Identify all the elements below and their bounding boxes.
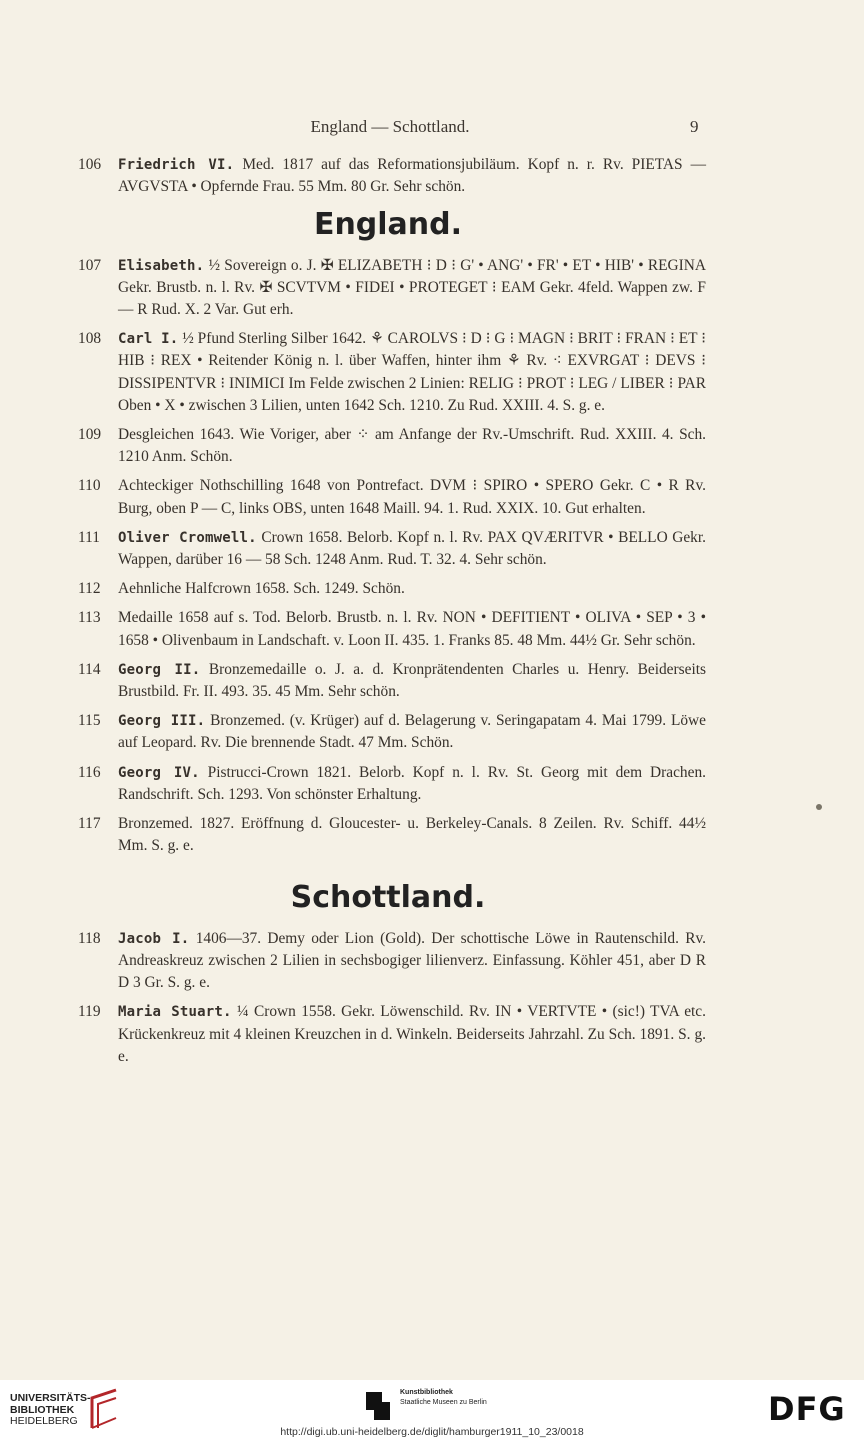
uni-line-2: BIBLIOTHEK	[10, 1403, 75, 1416]
entry-number: 118	[78, 929, 101, 947]
catalog-entry	[70, 813, 706, 857]
section-title-england: England.	[313, 207, 463, 243]
catalog-entry	[70, 762, 706, 806]
entry-number: 116	[78, 763, 101, 781]
entry-ruler-name: Friedrich VI.	[118, 157, 235, 173]
permalink-url[interactable]: http://digi.ub.uni-heidelberg.de/diglit/hamburger1911_10_23/0018	[280, 1426, 584, 1438]
entry-ruler-name: Georg IV.	[118, 764, 200, 781]
kb-line-2: Staatliche Museen zu Berlin	[400, 1399, 487, 1406]
catalog-entry	[70, 607, 706, 651]
entry-description: Crown 1658. Belorb. Kopf n. l. Rv. PAX QVÆRITVR • BELLO Gekr. Wappen, darüber 16 — 58 Sch. 1248 Anm. Rud. T. 32. 4. Sehr schön.	[118, 528, 706, 569]
entry-list-schottland	[70, 928, 706, 1068]
kb-line-1: Kunstbibliothek	[400, 1389, 453, 1396]
entry-description: Aehnliche Halfcrown 1658. Sch. 1249. Schön.	[118, 580, 405, 598]
catalog-entry	[70, 328, 706, 417]
entry-ruler-name: Georg II.	[118, 661, 201, 678]
entry-number: 117	[78, 815, 101, 833]
catalog-entry	[70, 1001, 706, 1068]
entry-number: 113	[78, 609, 101, 627]
entry-number: 119	[78, 1003, 101, 1021]
entry-description: Bronzemed. 1827. Eröffnung d. Gloucester- u. Berkeley-Canals. 8 Zeilen. Rv. Schiff. 44½ Mm. S. g. e.	[118, 815, 706, 855]
section-title-schottland: Schottland.	[290, 880, 486, 916]
catalog-entry	[70, 424, 706, 468]
entry-description: ½ Sovereign o. J. ✠ ELIZABETH ⁝ D ⁝ G' • ANG' • FR' • ET • HIB' • REGINA Gekr. Brustb. n. l. Rv. ✠ SCVTVM • FIDEI • PROTEGET ⁝ EAM Gekr. 4feld. Wappen zw. F — R Rud. X. 2 Var. Gut erh.	[118, 256, 706, 319]
catalog-entry	[70, 578, 706, 600]
paper-speck	[816, 804, 822, 810]
entry-description: ½ Pfund Sterling Silber 1642. ⚘ CAROLVS ⁝ D ⁝ G ⁝ MAGN ⁝ BRIT ⁝ FRAN ⁝ ET ⁝ HIB ⁝ REX • Reitender König n. l. über Waffen, hinter ihm ⚘ Rv. ⁖ EXVRGAT ⁝ DEVS ⁝ DISSIPENTVR ⁝ INIMICI Im Felde zwischen 2 Linien: RELIG ⁝ PROT ⁝ LEG / LIBER ⁝ PAR Oben • X • zwischen 3 Lilien, unten 1642 Sch. 1210. Zu Rud. XXIII. 4. S. g. e.	[118, 330, 706, 414]
page-number: 9	[690, 117, 699, 136]
entry-ruler-name: Maria Stuart.	[118, 1004, 232, 1021]
running-title: England — Schottland.	[310, 117, 470, 136]
running-header	[0, 117, 864, 143]
kunstbibliothek-mark-icon	[366, 1392, 390, 1420]
entry-list-england	[70, 255, 706, 858]
entry-number: 108	[78, 330, 102, 348]
entry-ruler-name: Carl I.	[118, 331, 179, 348]
entry-number: 111	[78, 528, 100, 546]
catalog-entry	[70, 710, 706, 754]
entry-number: 115	[78, 712, 101, 730]
entry-number: 114	[78, 660, 101, 678]
catalog-entry	[70, 527, 706, 571]
uni-line-3: HEIDELBERG	[10, 1415, 78, 1427]
catalog-entry	[70, 928, 706, 995]
entry-description: 1406—37. Demy oder Lion (Gold). Der schottische Löwe in Rautenschild. Rv. Andreaskreuz zwischen 2 Lilien in sechsbogiger lilienverz. Einfassung. Köhler 451, aber D R D 3 Gr. S. g. e.	[118, 929, 707, 992]
uni-heidelberg-logo-icon	[88, 1388, 120, 1430]
entry-ruler-name: Georg III.	[118, 713, 206, 730]
catalog-entry	[70, 659, 706, 703]
uni-line-1: UNIVERSITÄTS-	[10, 1392, 91, 1404]
entry-description: Med. 1817 auf das Reformationsjubiläum. Kopf n. r. Rv. PIETAS — AVGVSTA • Opfernde Frau. 55 Mm. 80 Gr. Sehr schön.	[118, 156, 706, 196]
entry-number: 106	[78, 156, 102, 173]
entry-description: Medaille 1658 auf s. Tod. Belorb. Brustb. n. l. Rv. NON • DEFITIENT • OLIVA • SEP • 3 • 1658 • Olivenbaum in Landschaft. v. Loon II. 435. 1. Franks 85. 48 Mm. 44½ Gr. Sehr schön.	[118, 609, 706, 649]
dfg-logo: DFG	[768, 1390, 846, 1428]
entry-number: 110	[78, 477, 101, 495]
entry-description: Bronzemedaille o. J. a. d. Kronprätendenten Charles u. Henry. Beiderseits Brustbild. Fr. II. 493. 35. 45 Mm. Sehr schön.	[118, 660, 706, 701]
catalog-entry	[70, 154, 706, 198]
entry-description: ¼ Crown 1558. Gekr. Löwenschild. Rv. IN • VERTVTE • (sic!) TVA etc. Krückenkreuz mit 4 kleinen Kreuzchen in d. Winkeln. Beiderseits Jahrzahl. Zu Sch. 1891. S. g. e.	[118, 1003, 706, 1065]
entry-number: 107	[78, 256, 102, 274]
entry-ruler-name: Elisabeth.	[118, 257, 205, 274]
entry-description: Desgleichen 1643. Wie Voriger, aber ⁘ am Anfange der Rv.-Umschrift. Rud. XXIII. 4. Sch. 1210 Anm. Schön.	[118, 426, 706, 466]
entry-description: Pistrucci-Crown 1821. Belorb. Kopf n. l. Rv. St. Georg mit dem Drachen. Randschrift. Sch. 1293. Von schönster Erhaltung.	[118, 763, 706, 803]
catalog-body	[70, 154, 706, 1075]
entry-number: 109	[78, 426, 102, 444]
entry-ruler-name: Jacob I.	[118, 930, 190, 947]
uni-heidelberg-label	[10, 1393, 91, 1428]
entry-number: 112	[78, 580, 101, 598]
catalog-entry	[70, 255, 706, 322]
entry-ruler-name: Oliver Cromwell.	[118, 529, 257, 546]
entry-list-top	[70, 154, 706, 198]
entry-description: Achteckiger Nothschilling 1648 von Pontrefact. DVM ⁝ SPIRO • SPERO Gekr. C • R Rv. Burg, oben P — C, links OBS, unten 1648 Maill. 94. 1. Rud. XXIX. 10. Gut erhalten.	[118, 477, 706, 517]
entry-description: Bronzemed. (v. Krüger) auf d. Belagerung v. Seringapatam 4. Mai 1799. Löwe auf Leopard. Rv. Die brennende Stadt. 47 Mm. Schön.	[118, 712, 706, 752]
digitization-footer	[0, 1380, 864, 1440]
catalog-entry	[70, 475, 706, 519]
